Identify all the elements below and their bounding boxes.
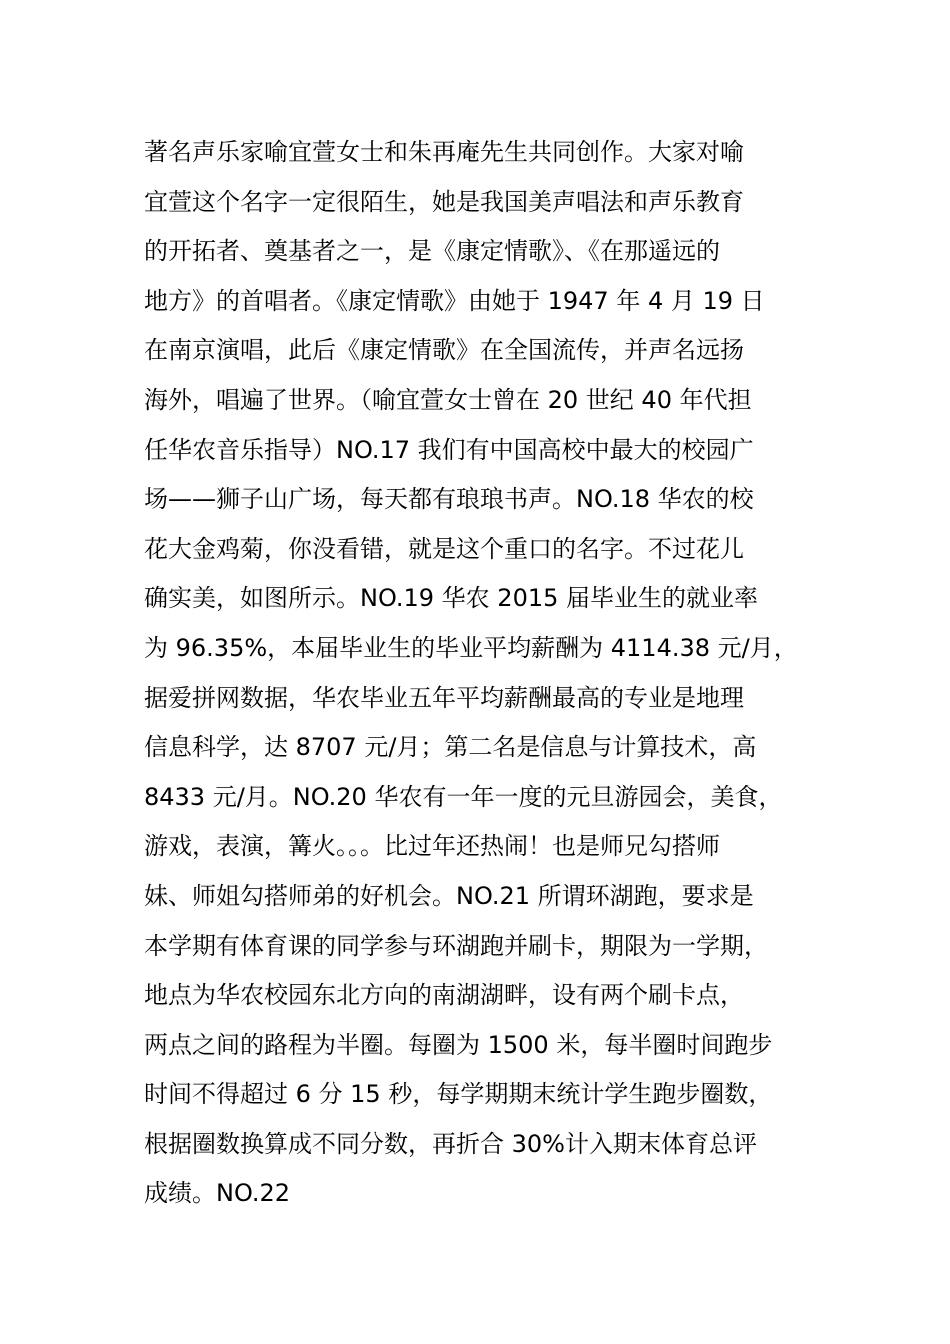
text-line: 两点之间的路程为半圈。每圈为 1500 米，每半圈时间跑步 bbox=[144, 1030, 773, 1059]
text-line: 8433 元/月。NO.20 华农有一年一度的元旦游园会，美食， bbox=[144, 782, 783, 811]
text-line: 任华农音乐指导）NO.17 我们有中国高校中最大的校园广 bbox=[144, 435, 754, 464]
text-line: 成绩。NO.22 bbox=[144, 1179, 291, 1208]
text-line: 在南京演唱，此后《康定情歌》在全国流传，并声名远扬 bbox=[144, 336, 744, 365]
text-line: 地点为华农校园东北方向的南湖湖畔，设有两个刷卡点， bbox=[144, 981, 744, 1010]
text-line: 著名声乐家喻宜萱女士和朱再庵先生共同创作。大家对喻 bbox=[144, 138, 744, 166]
text-line: 本学期有体育课的同学参与环湖跑并刷卡，期限为一学期， bbox=[144, 931, 768, 960]
body-paragraph bbox=[144, 128, 834, 1219]
text-line: 妹、师姐勾搭师弟的好机会。NO.21 所谓环湖跑，要求是 bbox=[144, 881, 754, 910]
text-line: 为 96.35%，本届毕业生的毕业平均薪酬为 4114.38 元/月， bbox=[144, 633, 798, 662]
text-line: 信息科学，达 8707 元/月；第二名是信息与计算技术，高 bbox=[144, 733, 757, 762]
text-line: 游戏，表演，篝火。。。比过年还热闹！也是师兄勾搭师 bbox=[144, 832, 720, 861]
text-line: 时间不得超过 6 分 15 秒，每学期期末统计学生跑步圈数， bbox=[144, 1080, 773, 1109]
text-line: 确实美，如图所示。NO.19 华农 2015 届毕业生的就业率 bbox=[144, 584, 759, 613]
text-line: 地方》的首唱者。《康定情歌》由她于 1947 年 4 月 19 日 bbox=[144, 286, 765, 315]
text-line: 的开拓者、奠基者之一，是《康定情歌》、《在那遥远的 bbox=[144, 237, 720, 266]
text-line: 根据圈数换算成不同分数，再折合 30%计入期末体育总评 bbox=[144, 1129, 757, 1158]
text-line: 花大金鸡菊，你没看错，就是这个重口的名字。不过花儿 bbox=[144, 534, 744, 563]
text-line: 据爱拼网数据，华农毕业五年平均薪酬最高的专业是地理 bbox=[144, 683, 744, 712]
text-line: 场——狮子山广场，每天都有琅琅书声。NO.18 华农的校 bbox=[144, 485, 754, 514]
text-line: 海外，唱遍了世界。（喻宜萱女士曾在 20 世纪 40 年代担 bbox=[144, 385, 752, 414]
text-line: 宜萱这个名字一定很陌生，她是我国美声唱法和声乐教育 bbox=[144, 187, 744, 216]
